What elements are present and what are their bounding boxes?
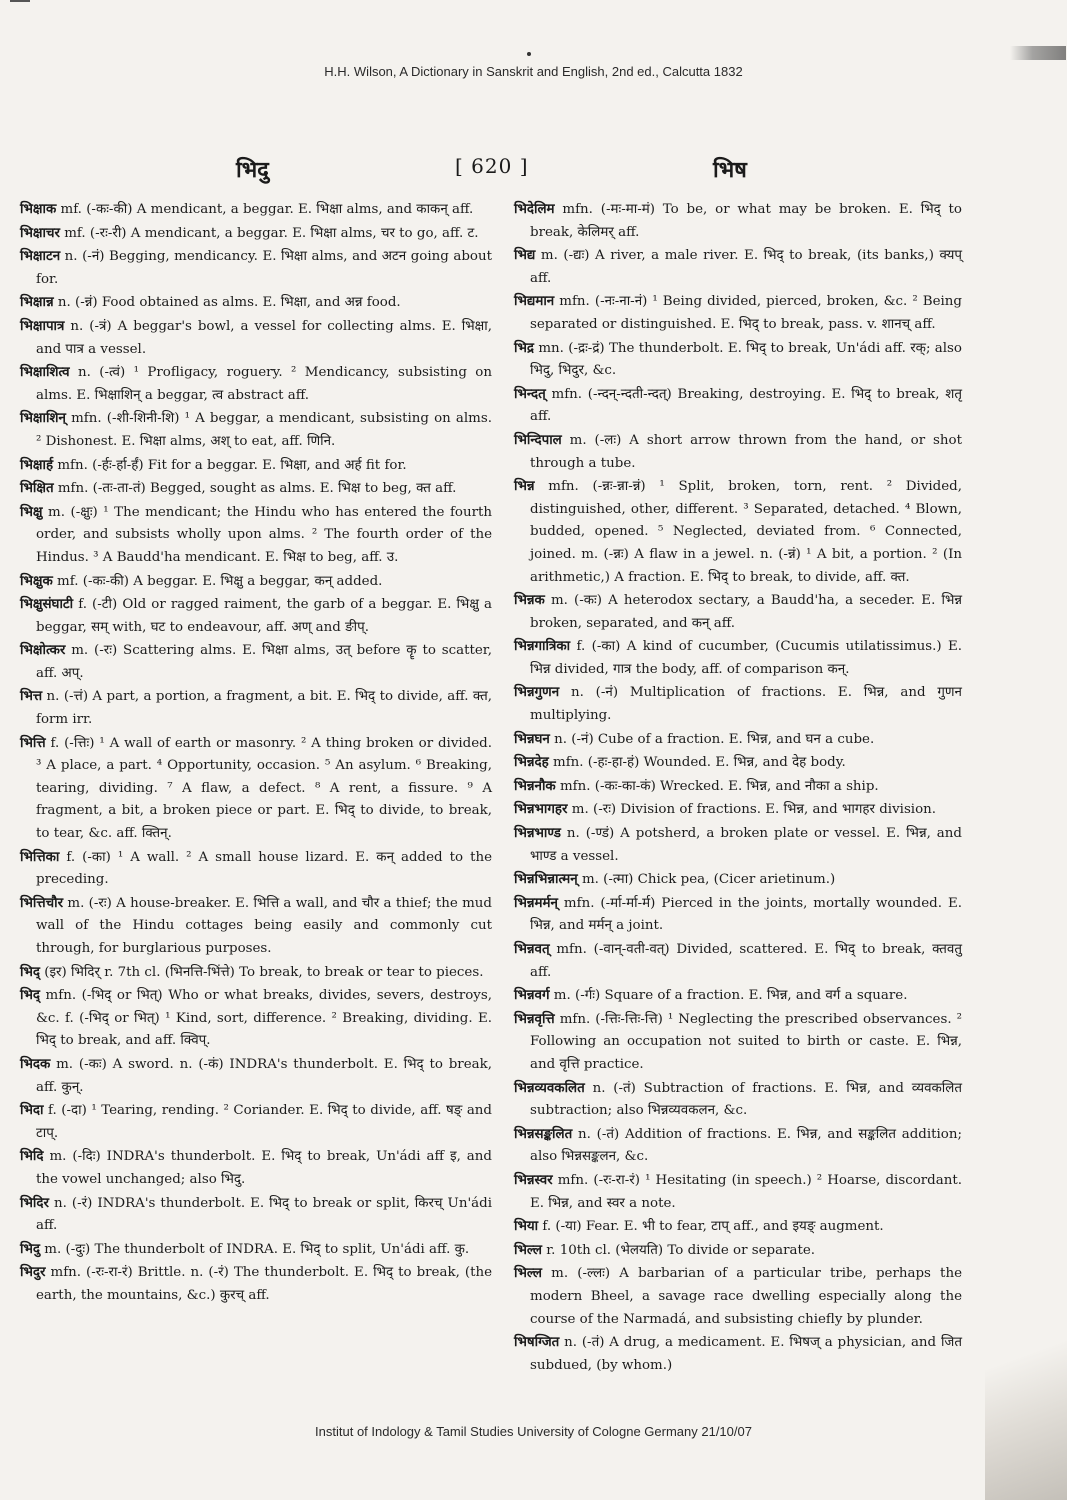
- entry-definition: f. (-टी) Old or ragged raiment, the garb of a beggar. E. भिक्षु a beggar, सम् with, घट to endeavour, aff. अण् and ङीप्.: [36, 597, 492, 635]
- dictionary-entry: [514, 1215, 962, 1239]
- scan-speck: [527, 52, 531, 56]
- dictionary-entry: [20, 732, 492, 846]
- entry-headword: भित्तिचौर: [20, 894, 64, 911]
- dictionary-entry: [20, 245, 492, 291]
- entry-headword: भित्ति: [20, 734, 46, 751]
- dictionary-entry: [514, 635, 962, 681]
- dictionary-entry: [514, 1008, 962, 1077]
- dictionary-entry: [514, 868, 962, 892]
- dictionary-entry: [20, 1238, 492, 1262]
- entry-headword: भिक्षाचर: [20, 224, 60, 241]
- running-head-right-word: भिष: [713, 157, 747, 183]
- footer-banner: Institut of Indology & Tamil Studies University of Cologne Germany 21/10/07: [315, 1424, 752, 1439]
- dictionary-entry: [20, 961, 492, 985]
- entry-definition: m. (-त्मा) Chick pea, (Cicer arietinum.): [577, 872, 836, 888]
- entry-headword: भिन्नवर्ग: [514, 987, 550, 1004]
- dictionary-entry: [20, 315, 492, 361]
- entry-headword: भिन्नभाण्ड: [514, 825, 561, 842]
- dictionary-entry: [20, 198, 492, 222]
- entry-headword: भिद्य: [514, 247, 536, 264]
- entry-definition: n. (-नं) Begging, mendicancy. E. भिक्षा alms, and अटन going about for.: [36, 249, 492, 287]
- entry-headword: भिक्षोत्कर: [20, 642, 66, 659]
- entry-definition: mf. (-कः-की) A mendicant, a beggar. E. भिक्षा alms, and काकन् aff.: [56, 202, 474, 217]
- dictionary-entry: [514, 1077, 962, 1123]
- entry-definition: m. (-दुः) The thunderbolt of INDRA. E. भिद् to split, Un'ádi aff. कु.: [40, 1241, 470, 1257]
- entry-headword: भिन्ननौक: [514, 777, 556, 794]
- dictionary-entry: [514, 475, 962, 589]
- entry-headword: भिन्नगात्रिका: [514, 638, 571, 655]
- entry-definition: mfn. (-मः-मा-मं) To be, or what may be broken. E. भिद् to break, केलिमर् aff.: [530, 202, 962, 240]
- entry-headword: भिक्षाशिन्: [20, 410, 66, 427]
- entry-definition: mfn. (-भिद् or भित्) Who or what breaks, divides, severs, destroys, &c. f. (-भिद् or भित्) ¹ Kind, sort, difference. ² Breaking, dividing. E. भिद् to break, and aff. क्विप्.: [36, 988, 492, 1049]
- entry-headword: भिल्ल: [514, 1241, 542, 1258]
- entry-definition: r. 10th cl. (भेलयति) To divide or separate.: [542, 1242, 816, 1258]
- entry-headword: भिक्षित: [20, 480, 54, 497]
- dictionary-entry: [20, 1099, 492, 1145]
- entry-definition: f. (-दा) ¹ Tearing, rending. ² Coriander. E. भिद् to divide, aff. षङ् and टाप्.: [36, 1103, 492, 1141]
- dictionary-entry: [20, 685, 492, 731]
- entry-definition: m. (-ल्लः) A barbarian of a particular tribe, perhaps the modern Bheel, a savage race dwelling especially along the course of the Narmadá, and subsisting chiefly by plunder.: [530, 1266, 962, 1327]
- entry-headword: भित्तिका: [20, 848, 60, 865]
- entry-headword: भिक्षान्न: [20, 294, 54, 311]
- dictionary-entry: [514, 681, 962, 727]
- entry-headword: भिद्: [20, 963, 40, 980]
- entry-headword: भिया: [514, 1218, 539, 1235]
- dictionary-entry: [514, 751, 962, 775]
- right-column: [514, 198, 962, 1377]
- dictionary-entry: [514, 822, 962, 868]
- entry-definition: mfn. (-त्तिः-त्तिः-त्ति) ¹ Neglecting the prescribed observances. ² Following an occupation not suited to birth or caste. E. भिन्न, and वृत्ति practice.: [530, 1011, 962, 1072]
- entry-headword: भिन्नवृत्ति: [514, 1010, 555, 1027]
- entry-headword: भिद्: [20, 987, 40, 1004]
- dictionary-entry: [20, 222, 492, 246]
- entry-headword: भिक्षाटन: [20, 248, 61, 265]
- entry-definition: mfn. (-र्हः-र्हा-र्हं) Fit for a beggar. E. भिक्षा, and अर्ह fit for.: [53, 457, 407, 473]
- entry-definition: (इर) भिदिर् r. 7th cl. (भिनत्ति-भिंत्ते) To break, to break or tear to pieces.: [40, 964, 484, 980]
- scan-mark: [10, 0, 30, 10]
- entry-definition: n. (-त्वं) ¹ Profligacy, roguery. ² Mendicancy, subsisting on alms. E. भिक्षाशिन् a beggar, त्व abstract aff.: [36, 365, 492, 403]
- entry-headword: भिन्न: [514, 478, 535, 495]
- dictionary-entry: [20, 1053, 492, 1099]
- entry-headword: भिन्दत्: [514, 385, 546, 402]
- dictionary-entry: [20, 639, 492, 685]
- entry-definition: n. (-नं) Cube of a fraction. E. भिन्न, and घन a cube.: [549, 731, 875, 747]
- entry-headword: भिदेलिम: [514, 201, 555, 217]
- entry-definition: mfn. (-शी-शिनी-शि) ¹ A beggar, a mendicant, subsisting on alms. ² Dishonest. E. भिक्षा alms, अश् to eat, aff. णिनि.: [36, 411, 492, 449]
- entry-headword: भिन्नघन: [514, 730, 550, 747]
- entry-definition: m. (-क्षुः) ¹ The mendicant; the Hindu who has entered the fourth order, and subsists wholly upon alms. ² The fourth order of the Hindus. ³ A Baudd'ha mendicant. E. भिक्ष to beg, aff. उ.: [36, 504, 492, 565]
- page-number: [ 620 ]: [455, 154, 529, 178]
- entry-headword: भिक्षाक: [20, 201, 57, 217]
- dictionary-entry: [514, 1331, 962, 1377]
- dictionary-entry: [514, 198, 962, 244]
- dictionary-entry: [514, 892, 962, 938]
- entry-definition: mn. (-द्रः-द्रं) The thunderbolt. E. भिद् to break, Un'ádi aff. रक्; also भिदु, भिदुर, &c.: [530, 340, 962, 379]
- dictionary-entry: [20, 1192, 492, 1238]
- entry-definition: mf. (-कः-की) A beggar. E. भिक्षु a beggar, कन् added.: [52, 573, 383, 589]
- entry-definition: m. (-रः) Scattering alms. E. भिक्षा alms, उत् before कॄ to scatter, aff. अप्.: [36, 643, 492, 681]
- entry-headword: भिक्षार्ह: [20, 456, 54, 473]
- entry-definition: m. (-रः) Division of fractions. E. भिन्न, and भागहर division.: [567, 802, 937, 818]
- entry-definition: m. (-दिः) INDRA's thunderbolt. E. भिद् to break, Un'ádi aff इ, and the vowel unchanged; also भिदु.: [36, 1149, 492, 1187]
- left-column: [20, 198, 492, 1308]
- entry-headword: भिन्दिपाल: [514, 431, 562, 448]
- entry-headword: भिन्नभिन्नात्मन्: [514, 871, 578, 888]
- entry-headword: भिद्र: [514, 339, 534, 356]
- entry-headword: भिन्नव्यवकलित: [514, 1079, 585, 1096]
- entry-headword: भिल्ल: [514, 1265, 542, 1282]
- dictionary-entry: [514, 1239, 962, 1263]
- scan-edge-shadow: [985, 1300, 1067, 1500]
- entry-definition: m. (-द्यः) A river, a male river. E. भिद् to break, (its banks,) क्यप् aff.: [530, 248, 962, 286]
- dictionary-entry: [514, 589, 962, 635]
- entry-definition: mfn. (-रः-रा-रं) Brittle. n. (-रं) The thunderbolt. E. भिद् to break, (the earth, the mountains, &c.) कुरच् aff.: [36, 1265, 492, 1303]
- entry-definition: m. (-कः) A sword. n. (-कं) INDRA's thunderbolt. E. भिद् to break, aff. कुन्.: [36, 1056, 492, 1095]
- dictionary-entry: [20, 454, 492, 478]
- entry-headword: भिषग्जित: [514, 1334, 560, 1351]
- scan-mark: [1010, 46, 1066, 60]
- entry-definition: f. (-या) Fear. E. भी to fear, टाप् aff., and इयङ् augment.: [538, 1219, 884, 1235]
- dictionary-entry: [20, 570, 492, 594]
- dictionary-entry: [20, 593, 492, 639]
- dictionary-entry: [514, 337, 962, 383]
- running-head: [0, 154, 1067, 188]
- entry-definition: mfn. (-न्नः-न्ना-न्नं) ¹ Split, broken, torn, rent. ² Divided, distinguished, other, different. ³ Separated, detached. ⁴ Blown, budded, opened. ⁵ Neglected, deviated from. ⁶ Connected, joined. m. (-न्नः) A flaw in a jewel. n. (-न्नं) ¹ A bit, a portion. ² (In arithmetic,) A fraction. E. भिद् to break, to divide, aff. क्त.: [530, 479, 962, 585]
- entry-headword: भिक्षाशित्व: [20, 364, 70, 381]
- dictionary-entry: [514, 984, 962, 1008]
- dictionary-entry: [20, 407, 492, 453]
- entry-headword: भिदक: [20, 1055, 51, 1072]
- entry-headword: भिन्नमर्मन्: [514, 894, 558, 911]
- dictionary-entry: [514, 1169, 962, 1215]
- entry-definition: f. (-का) ¹ A wall. ² A small house lizard. E. कन् added to the preceding.: [36, 849, 492, 888]
- entry-headword: भिदा: [20, 1102, 44, 1119]
- dictionary-entry: [514, 429, 962, 475]
- entry-headword: भिदुर: [20, 1264, 46, 1281]
- entry-headword: भित्त: [20, 688, 43, 705]
- dictionary-entry: [514, 1262, 962, 1331]
- entry-definition: f. (-त्तिः) ¹ A wall of earth or masonry. ² A thing broken or divided. ³ A place, a part. ⁴ Opportunity, occasion. ⁵ An asylum. ⁶ Breaking, tearing, dividing. ⁷ A flaw, a defect. ⁸ A rent, a fissure. ⁹ A fragment, a bit, a broken piece or part. E. भिद् to divide, to break, to tear, &c. aff. क्तिन्.: [36, 735, 492, 842]
- dictionary-entry: [20, 1261, 492, 1307]
- entry-definition: n. (-ण्डं) A potsherd, a broken plate or vessel. E. भिन्न, and भाण्ड a vessel.: [530, 826, 962, 864]
- entry-definition: mfn. (-न्दन्-न्दती-न्दत्) Breaking, destroying. E. भिद् to break, शतृ aff.: [530, 386, 962, 425]
- entry-definition: mfn. (-हः-हा-हं) Wounded. E. भिन्न, and देह body.: [548, 755, 846, 771]
- entry-definition: n. (-न्नं) Food obtained as alms. E. भिक्षा, and अन्न food.: [53, 295, 401, 311]
- dictionary-entry: [514, 1123, 962, 1169]
- entry-headword: भिक्षापात्र: [20, 317, 65, 334]
- dictionary-entry: [20, 846, 492, 892]
- dictionary-entry: [514, 728, 962, 752]
- dictionary-entry: [20, 361, 492, 407]
- dictionary-entry: [20, 892, 492, 961]
- dictionary-entry: [20, 501, 492, 570]
- entry-headword: भिद्यमान: [514, 293, 555, 310]
- entry-definition: n. (-नं) Multiplication of fractions. E. भिन्न, and गुणन multiplying.: [530, 685, 962, 724]
- entry-definition: n. (-तं) Addition of fractions. E. भिन्न, and सङ्कलित addition; also भिन्नसङ्कलन, &c.: [530, 1126, 962, 1165]
- entry-headword: भिन्नदेह: [514, 754, 549, 771]
- dictionary-entry: [514, 290, 962, 336]
- entry-definition: m. (-र्गः) Square of a fraction. E. भिन्न, and वर्ग a square.: [549, 988, 908, 1004]
- entry-headword: भिन्नस्वर: [514, 1171, 553, 1188]
- entry-headword: भिन्नसङ्कलित: [514, 1125, 573, 1142]
- entry-definition: mfn. (-तः-ता-तं) Begged, sought as alms. E. भिक्ष to beg, क्त aff.: [53, 481, 457, 497]
- dictionary-entry: [514, 775, 962, 799]
- entry-headword: भिन्नभागहर: [514, 801, 568, 818]
- entry-definition: m. (-लः) A short arrow thrown from the hand, or shot through a tube.: [530, 432, 962, 471]
- entry-definition: m. (-कः) A heterodox sectary, a Baudd'ha, a seceder. E. भिन्न broken, separated, and कन् aff.: [530, 593, 962, 631]
- entry-headword: भिदिर: [20, 1194, 49, 1211]
- dictionary-entry: [514, 244, 962, 290]
- dictionary-entry: [20, 1145, 492, 1191]
- entry-definition: n. (-त्रं) A beggar's bowl, a vessel for collecting alms. E. भिक्षा, and पात्र a vessel.: [36, 318, 492, 357]
- running-head-left-word: भिदु: [236, 157, 269, 183]
- entry-definition: mfn. (-र्मा-र्मा-र्म) Pierced in the joints, mortally wounded. E. भिन्न, and मर्मन् a joint.: [530, 895, 962, 934]
- entry-definition: mfn. (-रः-रा-रं) ¹ Hesitating (in speech.) ² Hoarse, discordant. E. भिन्न, and स्वर a note.: [530, 1172, 962, 1211]
- source-banner: H.H. Wilson, A Dictionary in Sanskrit and English, 2nd ed., Calcutta 1832: [324, 64, 743, 79]
- entry-definition: mfn. (-वान्-वती-वत्) Divided, scattered. E. भिद् to break, क्तवतु aff.: [530, 942, 962, 980]
- entry-headword: भिक्षुक: [20, 572, 53, 589]
- entry-definition: f. (-का) A kind of cucumber, (Cucumis utilatissimus.) E. भिन्न divided, गात्र the body, aff. of comparison कन्.: [530, 639, 962, 677]
- entry-headword: भिन्नक: [514, 592, 545, 609]
- entry-definition: mfn. (-कः-का-कं) Wrecked. E. भिन्न, and नौका a ship.: [555, 778, 879, 794]
- dictionary-entry: [20, 291, 492, 315]
- entry-headword: भिक्षुसंघाटी: [20, 596, 74, 613]
- dictionary-entry: [514, 938, 962, 984]
- entry-definition: n. (-तं) Subtraction of fractions. E. भिन्न, and व्यवकलित subtraction; also भिन्नव्यवकलन, &c.: [530, 1080, 962, 1119]
- entry-definition: n. (-त्तं) A part, a portion, a fragment, a bit. E. भिद् to divide, aff. क्त, form irr.: [36, 689, 492, 728]
- dictionary-entry: [20, 984, 492, 1053]
- dictionary-entry: [514, 383, 962, 429]
- entry-headword: भिदि: [20, 1148, 44, 1165]
- entry-headword: भिदु: [20, 1240, 40, 1257]
- dictionary-entry: [514, 798, 962, 822]
- entry-definition: m. (-रः) A house-breaker. E. भित्ति a wall, and चौर a thief; the mud wall of the Hindu cottages being easily and commonly cut through, for burglarious purposes.: [36, 895, 492, 956]
- entry-definition: mfn. (-नः-ना-नं) ¹ Being divided, pierced, broken, &c. ² Being separated or distinguished. E. भिद् to break, pass. v. शानच् aff.: [530, 294, 962, 332]
- entry-headword: भिन्नगुणन: [514, 684, 560, 701]
- entry-definition: n. (-तं) A drug, a medicament. E. भिषज् a physician, and जित subdued, (by whom.): [530, 1335, 962, 1373]
- dictionary-entry: [20, 477, 492, 501]
- entry-definition: mf. (-रः-री) A mendicant, a beggar. E. भिक्षा alms, चर to go, aff. ट.: [59, 225, 479, 241]
- entry-headword: भिन्नवत्: [514, 941, 550, 957]
- entry-headword: भिक्षु: [20, 503, 43, 520]
- entry-definition: n. (-रं) INDRA's thunderbolt. E. भिद् to break or split, किरच् Un'ádi aff.: [36, 1195, 492, 1234]
